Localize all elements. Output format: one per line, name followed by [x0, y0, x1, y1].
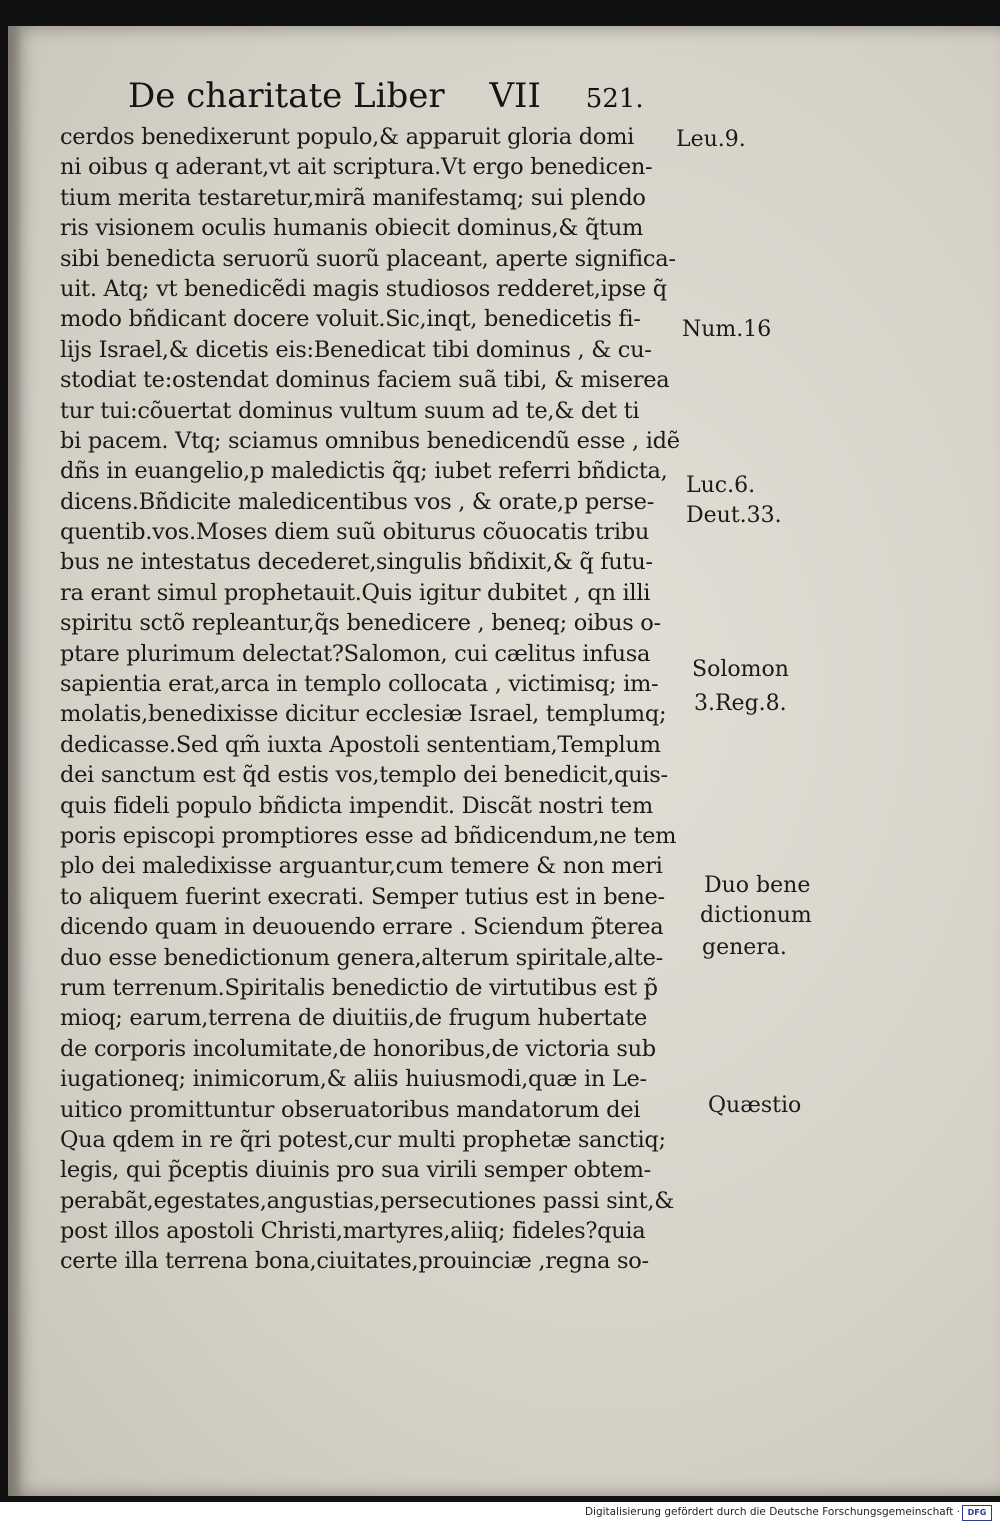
margin-note: Leu.9.: [676, 127, 746, 152]
text-line: legis, qui p̃ceptis diuinis pro sua virili semper obtem-: [60, 1157, 651, 1184]
text-line: perabãt,egestates,angustias,persecutiones passi sint,&: [60, 1187, 674, 1214]
text-line: bus ne intestatus decederet,singulis bñdixit,& q̃ futu-: [60, 549, 653, 576]
text-line: spiritu sctõ repleantur,q̃s benedicere , beneq; oibus o-: [60, 610, 661, 637]
text-line: sapientia erat,arca in templo collocata , victimisq; im-: [60, 671, 659, 698]
header-book-number: VII: [489, 76, 541, 116]
margin-note: Quæstio: [708, 1093, 802, 1118]
text-line: dei sanctum est q̃d estis vos,templo dei benedicit,quis-: [60, 762, 668, 789]
text-line: poris episcopi promptiores esse ad bñdicendum,ne tem: [60, 822, 677, 849]
page-gutter-shadow: [8, 26, 22, 1496]
margin-note: genera.: [702, 935, 787, 960]
running-header: [128, 76, 644, 126]
text-line: cerdos benedixerunt populo,& apparuit gloria domi: [60, 124, 635, 150]
text-line: dñs in euangelio,p maledictis q̃q; iubet referri bñdicta,: [60, 458, 668, 485]
footer-credit: Digitalisierung gefördert durch die Deutsche Forschungsgemeinschaft ·: [584, 1506, 960, 1518]
text-line: lijs Israel,& dicetis eis:Benedicat tibi dominus , & cu-: [60, 336, 652, 363]
text-line: bi pacem. Vtq; sciamus omnibus benedicendũ esse , idẽ: [60, 427, 680, 454]
text-line: iugationeq; inimicorum,& aliis huiusmodi,quæ in Le-: [60, 1066, 647, 1093]
digitization-footer: [0, 1502, 1000, 1524]
text-line: tium merita testaretur,mirã manifestamq; sui plendo: [60, 184, 646, 211]
header-title: De charitate Liber: [128, 76, 445, 116]
margin-note: Luc.6.: [686, 473, 756, 498]
margin-note: Duo bene: [704, 873, 811, 898]
text-line: tur tui:cõuertat dominus vultum suum ad te,& det ti: [60, 397, 640, 424]
text-line: dicens.Bñdicite maledicentibus vos , & orate,p perse-: [60, 488, 654, 515]
text-line: quentib.vos.Moses diem suũ obiturus cõuocatis tribu: [60, 519, 650, 546]
dfg-logo: DFG: [962, 1505, 992, 1521]
text-line: sibi benedicta seruorũ suorũ placeant, aperte significa-: [60, 245, 676, 272]
text-line: ptare plurimum delectat?Salomon, cui cælitus infusa: [60, 640, 651, 667]
text-line: uitico promittuntur obseruatoribus mandatorum dei: [60, 1096, 641, 1123]
margin-note: Deut.33.: [686, 503, 782, 528]
text-line: ni oibus q aderant,vt ait scriptura.Vt ergo benedicen-: [60, 154, 653, 181]
text-line: ra erant simul prophetauit.Quis igitur dubitet , qn illi: [60, 579, 651, 606]
margin-note: Num.16: [682, 317, 772, 342]
text-line: duo esse benedictionum genera,alterum spiritale,alte-: [60, 944, 663, 971]
text-line: rum terrenum.Spiritalis benedictio de virtutibus est p̃: [60, 974, 658, 1001]
text-line: mioq; earum,terrena de diuitiis,de frugum hubertate: [60, 1005, 648, 1032]
text-line: ris visionem oculis humanis obiecit dominus,& q̃tum: [60, 215, 644, 242]
text-line: uit. Atq; vt benedicẽdi magis studiosos redderet,ipse q̃: [60, 275, 667, 302]
text-line: modo bñdicant docere voluit.Sic,inqt, benedicetis fi-: [60, 306, 641, 333]
folio-number: 521.: [585, 84, 644, 114]
text-line: quis fideli populo bñdicta impendit. Discãt nostri tem: [60, 792, 653, 819]
margin-note: Solomon: [692, 657, 789, 682]
text-line: post illos apostoli Christi,martyres,aliiq; fideles?quia: [60, 1218, 646, 1245]
margin-note: 3.Reg.8.: [694, 691, 787, 716]
text-line: stodiat te:ostendat dominus faciem suã tibi, & miserea: [60, 367, 670, 394]
text-line: molatis,benedixisse dicitur ecclesiæ Israel, templumq;: [60, 701, 667, 728]
text-line: certe illa terrena bona,ciuitates,prouinciæ ,regna so-: [60, 1248, 649, 1275]
text-line: Qua qdem in re q̃ri potest,cur multi prophetæ sanctiq;: [60, 1126, 666, 1153]
text-line: to aliquem fuerint execrati. Semper tutius est in bene-: [60, 883, 665, 910]
text-line: de corporis incolumitate,de honoribus,de victoria sub: [60, 1035, 656, 1062]
margin-note: dictionum: [700, 903, 812, 928]
text-line: plo dei maledixisse arguantur,cum temere & non meri: [60, 853, 663, 880]
text-line: dicendo quam in deuouendo errare . Sciendum p̃terea: [60, 914, 664, 941]
text-line: dedicasse.Sed qm̃ iuxta Apostoli sententiam,Templum: [60, 731, 661, 758]
main-text-block: [60, 122, 690, 1277]
